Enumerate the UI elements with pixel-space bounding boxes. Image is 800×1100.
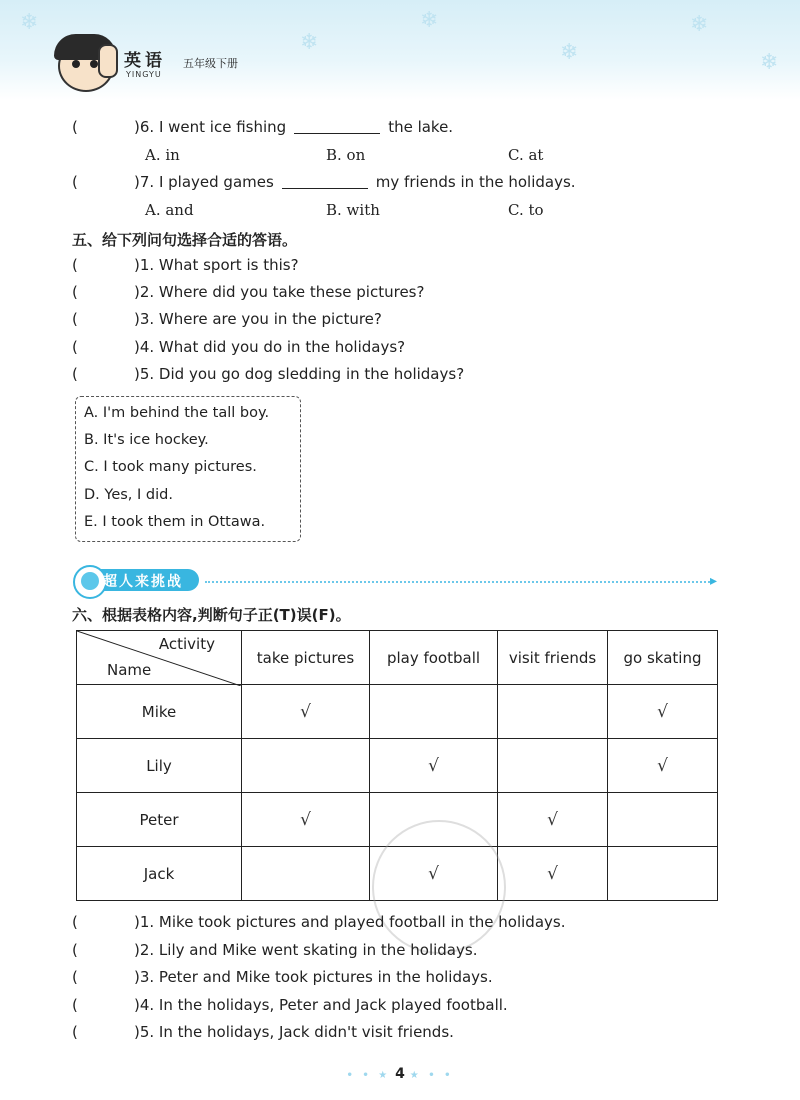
challenge-banner — [73, 565, 203, 591]
option-c: C. at — [508, 146, 544, 164]
column-header: go skating — [608, 631, 718, 685]
check-mark: √ — [608, 739, 718, 793]
answer-options-box — [75, 396, 301, 542]
answer-paren[interactable]: ( — [72, 941, 78, 959]
check-mark: √ — [370, 847, 498, 901]
answer-paren[interactable]: ( — [72, 1023, 78, 1041]
question-text: )2. Where did you take these pictures? — [134, 283, 425, 301]
option-b: B. with — [326, 201, 380, 219]
check-mark — [498, 685, 608, 739]
page-number: 4 — [395, 1066, 405, 1082]
snowflake-icon: ❄ — [420, 8, 439, 33]
answer-b: B. It's ice hockey. — [84, 432, 209, 448]
answer-e: E. I took them in Ottawa. — [84, 514, 266, 530]
answer-a: A. I'm behind the tall boy. — [84, 405, 270, 421]
s5-question-1 — [72, 256, 299, 274]
statement-text: )2. Lily and Mike went skating in the holidays. — [134, 941, 478, 959]
answer-paren[interactable]: ( — [72, 118, 78, 136]
check-mark: √ — [242, 685, 370, 739]
option-a: A. and — [145, 201, 194, 219]
answer-paren[interactable]: ( — [72, 338, 78, 356]
check-mark — [498, 739, 608, 793]
check-mark: √ — [608, 685, 718, 739]
answer-paren[interactable]: ( — [72, 310, 78, 328]
column-header: visit friends — [498, 631, 608, 685]
watermark-seal-icon — [372, 820, 506, 954]
question-text: the lake. — [388, 118, 454, 136]
snowflake-icon: ❄ — [760, 50, 779, 75]
question-text: I played games — [158, 173, 274, 191]
answer-paren[interactable]: ( — [72, 996, 78, 1014]
statement-text: )3. Peter and Mike took pictures in the holidays. — [134, 968, 493, 986]
statement-text: )1. Mike took pictures and played football in the holidays. — [134, 913, 566, 931]
question-number: )7. — [134, 173, 155, 191]
question-6 — [72, 118, 453, 136]
option-a: A. in — [145, 146, 180, 164]
section-5-title: 五、给下列问句选择合适的答语。 — [72, 231, 298, 249]
answer-d: D. Yes, I did. — [84, 487, 173, 503]
check-mark — [242, 739, 370, 793]
check-mark — [370, 685, 498, 739]
answer-paren[interactable]: ( — [72, 968, 78, 986]
question-text: )3. Where are you in the picture? — [134, 310, 382, 328]
statement-4 — [72, 996, 508, 1014]
star-decoration-icon: • • ★ — [346, 1070, 391, 1081]
snowflake-icon: ❄ — [300, 30, 319, 55]
snowflake-icon: ❄ — [560, 40, 579, 65]
answer-paren[interactable]: ( — [72, 365, 78, 383]
statement-5 — [72, 1023, 454, 1041]
arrow-right-icon: ▸ — [710, 573, 718, 589]
check-mark — [608, 847, 718, 901]
s5-question-2 — [72, 283, 424, 301]
s5-question-4 — [72, 338, 405, 356]
row-name: Peter — [77, 793, 242, 847]
banner-dotted-line — [205, 581, 710, 583]
diagonal-header-cell — [77, 631, 242, 685]
question-text: )5. Did you go dog sledding in the holidays? — [134, 365, 465, 383]
question-text: )1. What sport is this? — [134, 256, 299, 274]
header-activity: Activity — [158, 635, 215, 653]
check-mark — [608, 793, 718, 847]
option-b: B. on — [326, 146, 366, 164]
statement-1 — [72, 913, 565, 931]
check-mark — [242, 847, 370, 901]
star-decoration-icon: ★ • • — [409, 1070, 454, 1081]
banner-label: 超人来挑战 — [103, 574, 183, 590]
answer-paren[interactable]: ( — [72, 173, 78, 191]
column-header: take pictures — [242, 631, 370, 685]
check-mark: √ — [242, 793, 370, 847]
column-header: play football — [370, 631, 498, 685]
grade-label: 五年级下册 — [183, 57, 238, 70]
question-number: )6. — [134, 118, 155, 136]
subject-pinyin: YINGYU — [126, 70, 162, 79]
statement-text: )5. In the holidays, Jack didn't visit friends. — [134, 1023, 454, 1041]
question-text: I went ice fishing — [158, 118, 287, 136]
snowflake-icon: ❄ — [20, 10, 39, 35]
answer-paren[interactable]: ( — [72, 283, 78, 301]
section-6-title: 六、根据表格内容,判断句子正(T)误(F)。 — [72, 606, 351, 624]
check-mark: √ — [370, 739, 498, 793]
fill-blank[interactable] — [282, 174, 368, 189]
answer-paren[interactable]: ( — [72, 256, 78, 274]
s5-question-3 — [72, 310, 382, 328]
snowflake-icon: ❄ — [690, 12, 709, 37]
option-c: C. to — [508, 201, 544, 219]
check-mark: √ — [498, 847, 608, 901]
question-text: my friends in the holidays. — [375, 173, 576, 191]
table-row — [77, 685, 718, 739]
s5-question-5 — [72, 365, 464, 383]
header-name: Name — [107, 661, 152, 679]
statement-text: )4. In the holidays, Peter and Jack played football. — [134, 996, 508, 1014]
fill-blank[interactable] — [294, 119, 380, 134]
page-number-footer — [0, 1066, 800, 1082]
row-name: Jack — [77, 847, 242, 901]
statement-2 — [72, 941, 477, 959]
row-name: Mike — [77, 685, 242, 739]
row-name: Lily — [77, 739, 242, 793]
answer-paren[interactable]: ( — [72, 913, 78, 931]
badge-icon — [73, 565, 107, 599]
question-text: )4. What did you do in the holidays? — [134, 338, 406, 356]
check-mark: √ — [498, 793, 608, 847]
answer-c: C. I took many pictures. — [84, 459, 257, 475]
question-7 — [72, 173, 576, 191]
table-row — [77, 739, 718, 793]
page-header — [0, 0, 800, 100]
table-header-row — [77, 631, 718, 685]
subject-title: 英语 — [124, 51, 166, 71]
statement-3 — [72, 968, 493, 986]
